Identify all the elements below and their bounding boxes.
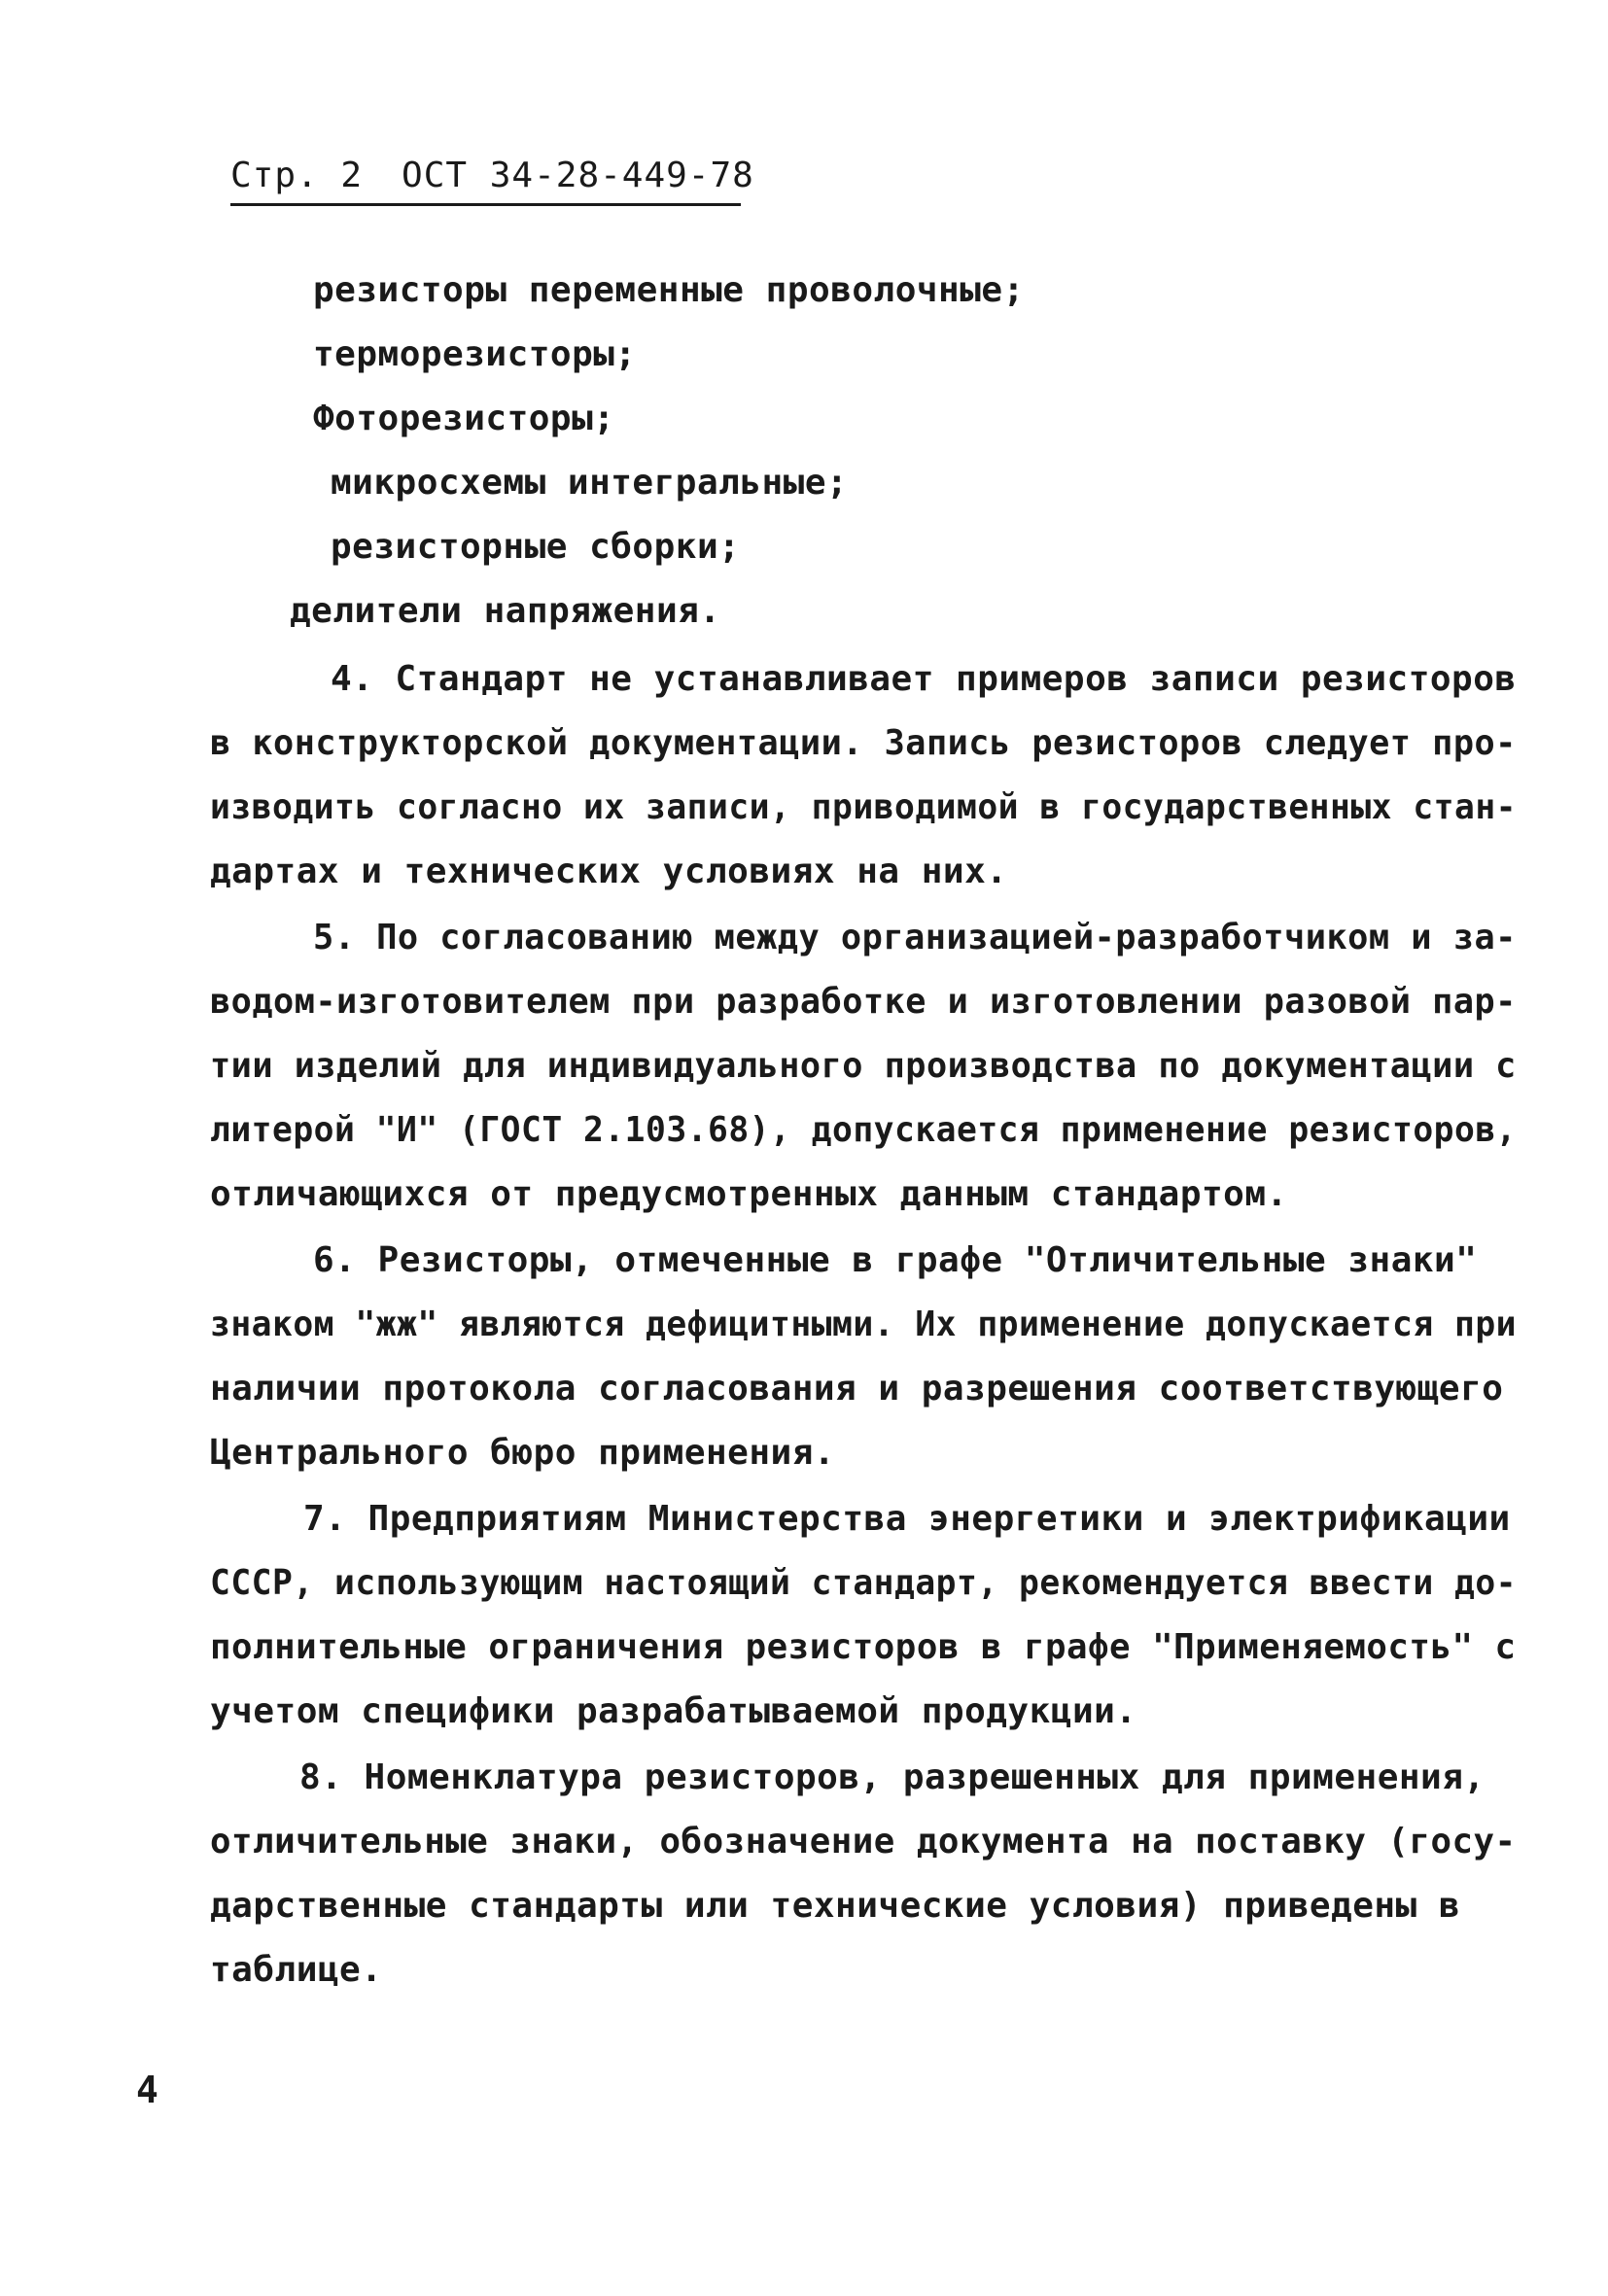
paragraph-line: 6. Резисторы, отмеченные в графе "Отличительные знаки" xyxy=(313,1240,1478,1280)
list-item: терморезисторы; xyxy=(313,334,637,374)
list-item: резисторы переменные проволочные; xyxy=(313,270,1025,310)
paragraph-line: литерой "И" (ГОСТ 2.103.68), допускается применение резисторов, xyxy=(210,1110,1518,1150)
paragraph-line: водом-изготовителем при разработке и изготовлении разовой пар- xyxy=(210,982,1517,1022)
paragraph-line: дартах и технических условиях на них. xyxy=(210,852,1008,891)
paragraph-line: 5. По согласованию между организацией-разработчиком и за- xyxy=(313,918,1517,957)
list-item: делители напряжения. xyxy=(290,591,721,631)
paragraph-line: в конструкторской документации. Запись резисторов следует про- xyxy=(210,723,1517,763)
paragraph-line: 7. Предприятиям Министерства энергетики и электрификации xyxy=(303,1499,1511,1539)
paragraph-line: полнительные ограничения резисторов в графе "Применяемость" с xyxy=(210,1627,1517,1667)
list-item: микросхемы интегральные; xyxy=(331,463,849,503)
paragraph-line: отличающихся от предусмотренных данным стандартом. xyxy=(210,1174,1288,1214)
paragraph-line: Центрального бюро применения. xyxy=(210,1433,836,1473)
paragraph-line: СССР, использующим настоящий стандарт, рекомендуется ввести до- xyxy=(210,1563,1518,1603)
list-item: резисторные сборки; xyxy=(331,527,741,567)
standard-code: ОСТ 34-28-449-78 xyxy=(402,156,754,195)
paragraph-line: отличительные знаки, обозначение документа на поставку (госу- xyxy=(210,1822,1517,1861)
page-number: 4 xyxy=(136,2069,158,2111)
page-header xyxy=(230,156,754,206)
paragraph-line: наличии протокола согласования и разрешения соответствующего xyxy=(210,1369,1504,1409)
paragraph-line: учетом специфики разрабатываемой продукции. xyxy=(210,1691,1137,1731)
paragraph-line: таблице. xyxy=(210,1950,383,1990)
paragraph-line: 4. Стандарт не устанавливает примеров записи резисторов xyxy=(331,659,1517,699)
paragraph-line: знаком "жж" являются дефицитными. Их применение допускается при xyxy=(210,1305,1518,1344)
paragraph-line: 8. Номенклатура резисторов, разрешенных для применения, xyxy=(299,1757,1486,1797)
paragraph-line: изводить согласно их записи, приводимой в государственных стан- xyxy=(210,787,1518,827)
list-item: Фоторезисторы; xyxy=(313,399,615,438)
paragraph-line: тии изделий для индивидуального производства по документации с xyxy=(210,1046,1517,1086)
paragraph-line: дарственные стандарты или технические условия) приведены в xyxy=(210,1886,1461,1926)
page-label: Стр. 2 xyxy=(230,156,364,195)
